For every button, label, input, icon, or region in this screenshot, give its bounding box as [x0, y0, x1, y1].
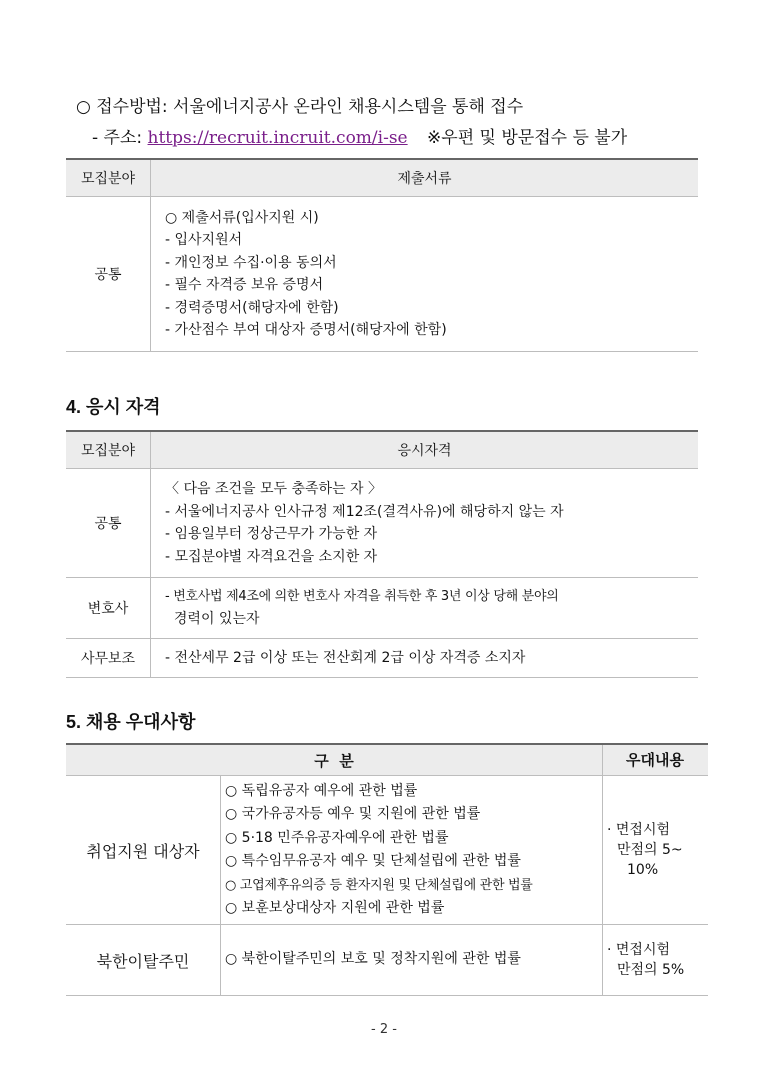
table-row [66, 469, 698, 578]
row-field: 사무보조 [66, 639, 151, 678]
row-field: 공통 [66, 197, 151, 352]
header-field: 모집분야 [66, 159, 151, 197]
list-item: - 서울에너지공사 인사규정 제12조(결격사유)에 해당하지 않는 자 [165, 503, 564, 520]
documents-table-header [66, 159, 698, 197]
header-category: 구 분 [66, 744, 603, 776]
row-group: 취업지원 대상자 [66, 776, 221, 925]
list-item: ○ 제출서류(입사지원 시) [165, 209, 319, 226]
list-item: - 변호사법 제4조에 의한 변호사 자격을 취득한 후 3년 이상 당해 분야의 [165, 588, 559, 604]
table-row [66, 925, 708, 996]
list-item: - 모집분야별 자격요건을 소지한 자 [165, 548, 378, 565]
row-field: 변호사 [66, 578, 151, 639]
benefit-line: 만점의 5~ [617, 842, 683, 858]
header-documents: 제출서류 [151, 159, 699, 197]
list-item: ○ 고엽제후유의증 등 환자지원 및 단체설립에 관한 법률 [225, 877, 533, 893]
recruit-url-link[interactable]: https://recruit.incruit.com/i-se [147, 128, 408, 148]
list-item: ○ 특수임무유공자 예우 및 단체설립에 관한 법률 [225, 853, 521, 869]
row-content [151, 469, 699, 578]
list-item: - 가산점수 부여 대상자 증명서(해당자에 한함) [165, 322, 447, 338]
table-row [66, 197, 698, 352]
list-item: - 입사지원서 [165, 232, 243, 248]
header-benefit: 우대내용 [603, 744, 709, 776]
list-item: - 개인정보 수집·이용 동의서 [165, 254, 337, 271]
no-mail-notice: ※우편 및 방문접수 등 불가 [427, 128, 628, 148]
qualifications-table-header [66, 431, 698, 469]
page-number: - 2 - [371, 1022, 397, 1037]
list-item: ○ 5·18 민주유공자예우에 관한 법률 [225, 829, 449, 846]
table-row [66, 776, 708, 925]
list-item: ○ 보훈보상대상자 지원에 관한 법률 [225, 900, 445, 916]
application-method-line: ○ 접수방법: 서울에너지공사 온라인 채용시스템을 통해 접수 [76, 97, 524, 117]
table-row [66, 578, 698, 639]
row-laws [221, 776, 603, 925]
benefit-line: 만점의 5% [617, 962, 685, 978]
row-laws [221, 925, 603, 996]
section-title-preferences: 5. 채용 우대사항 [66, 712, 196, 732]
list-item: ○ 북한이탈주민의 보호 및 정착지원에 관한 법률 [225, 951, 521, 968]
section-title-qualifications: 4. 응시 자격 [66, 397, 161, 417]
row-group: 북한이탈주민 [66, 925, 221, 996]
list-item: - 경력증명서(해당자에 한함) [165, 299, 339, 316]
row-content [151, 197, 699, 352]
list-item: 경력이 있는자 [165, 611, 260, 627]
address-prefix: - 주소: [92, 128, 143, 148]
application-address-line [92, 123, 627, 148]
row-content [151, 578, 699, 639]
benefit-line: · 면접시험 [607, 822, 670, 838]
row-benefit [603, 925, 709, 996]
preferences-table [66, 743, 708, 996]
benefit-line: · 면접시험 [607, 942, 670, 958]
qualifications-table [66, 430, 698, 678]
row-benefit [603, 776, 709, 925]
row-content [151, 639, 699, 678]
list-item: - 전산세무 2급 이상 또는 전산회계 2급 이상 자격증 소지자 [165, 649, 526, 666]
table-row [66, 639, 698, 678]
list-item: 〈 다음 조건을 모두 충족하는 자 〉 [165, 481, 382, 497]
list-item: - 필수 자격증 보유 증명서 [165, 277, 324, 293]
list-item: - 임용일부터 정상근무가 가능한 자 [165, 526, 378, 542]
benefit-line: 10% [627, 862, 659, 878]
list-item: ○ 국가유공자등 예우 및 지원에 관한 법률 [225, 806, 481, 822]
list-item: ○ 독립유공자 예우에 관한 법률 [225, 782, 418, 799]
header-qualification: 응시자격 [151, 431, 699, 469]
row-field: 공통 [66, 469, 151, 578]
header-field: 모집분야 [66, 431, 151, 469]
preferences-table-header [66, 744, 708, 776]
documents-table [66, 158, 698, 352]
